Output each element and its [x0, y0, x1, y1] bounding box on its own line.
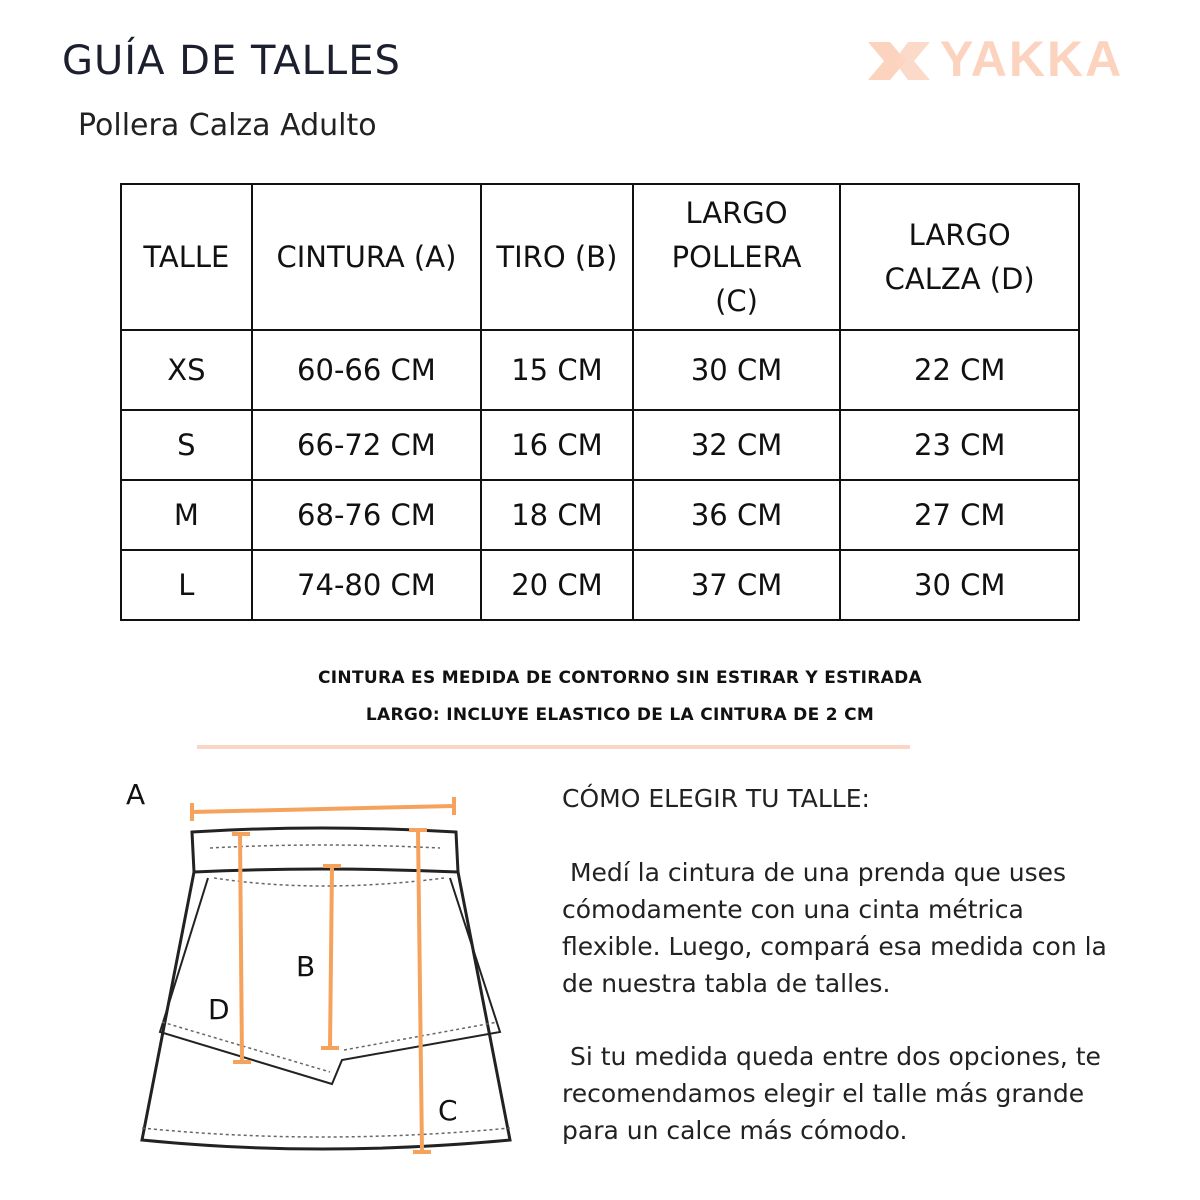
table-row [121, 410, 1079, 480]
tiro-value: 18 CM [481, 480, 633, 550]
tiro-value: 20 CM [481, 550, 633, 620]
header-largo-pollera: LARGO POLLERA (C) [633, 184, 841, 330]
measure-a-line [192, 806, 454, 812]
table-row [121, 480, 1079, 550]
size-table [120, 183, 1080, 621]
measure-c-line [418, 830, 422, 1152]
largo-calza-value: 30 CM [840, 550, 1079, 620]
largo-pollera-value: 36 CM [633, 480, 841, 550]
measure-b-line [330, 866, 332, 1048]
cintura-value: 60-66 CM [252, 330, 481, 410]
x-mark-icon [866, 38, 932, 84]
size-label: XS [121, 330, 252, 410]
header-largo-calza: LARGO CALZA (D) [840, 184, 1079, 330]
skirt-diagram [120, 770, 540, 1170]
cintura-value: 66-72 CM [252, 410, 481, 480]
largo-pollera-value: 32 CM [633, 410, 841, 480]
howto-paragraph-1: Medí la cintura de una prenda que uses cómodamente con una cinta métrica flexible. Luego, compará esa medida con la de nuestra tabla de talles. [562, 858, 1115, 998]
measure-d-line [240, 834, 242, 1062]
size-label: M [121, 480, 252, 550]
size-label: S [121, 410, 252, 480]
table-header-row [121, 184, 1079, 330]
brand-logo [866, 31, 1162, 87]
how-to-choose [562, 780, 1122, 1149]
largo-pollera-value: 37 CM [633, 550, 841, 620]
howto-heading: CÓMO ELEGIR TU TALLE: [562, 784, 870, 813]
table-row [121, 330, 1079, 410]
size-label: L [121, 550, 252, 620]
page-title: GUÍA DE TALLES [62, 38, 401, 84]
table-row [121, 550, 1079, 620]
cintura-value: 68-76 CM [252, 480, 481, 550]
tiro-value: 15 CM [481, 330, 633, 410]
largo-calza-value: 23 CM [840, 410, 1079, 480]
divider [197, 745, 910, 749]
tiro-value: 16 CM [481, 410, 633, 480]
largo-calza-value: 22 CM [840, 330, 1079, 410]
skirt-illustration [120, 770, 540, 1170]
label-d: D [208, 993, 230, 1026]
note-largo: LARGO: INCLUYE ELASTICO DE LA CINTURA DE 2 CM [365, 705, 875, 725]
label-c: C [438, 1094, 458, 1127]
label-a: A [126, 778, 146, 811]
note-cintura: CINTURA ES MEDIDA DE CONTORNO SIN ESTIRAR Y ESTIRADA [318, 668, 922, 688]
header-tiro: TIRO (B) [481, 184, 633, 330]
cintura-value: 74-80 CM [252, 550, 481, 620]
largo-pollera-value: 30 CM [633, 330, 841, 410]
brand-name: YAKKA [940, 31, 1124, 87]
header-talle: TALLE [121, 184, 252, 330]
label-b: B [296, 950, 316, 983]
header-cintura: CINTURA (A) [252, 184, 481, 330]
largo-calza-value: 27 CM [840, 480, 1079, 550]
product-subtitle: Pollera Calza Adulto [78, 108, 377, 143]
howto-paragraph-2: Si tu medida queda entre dos opciones, te recomendamos elegir el talle más grande para un calce más cómodo. [562, 1042, 1109, 1145]
